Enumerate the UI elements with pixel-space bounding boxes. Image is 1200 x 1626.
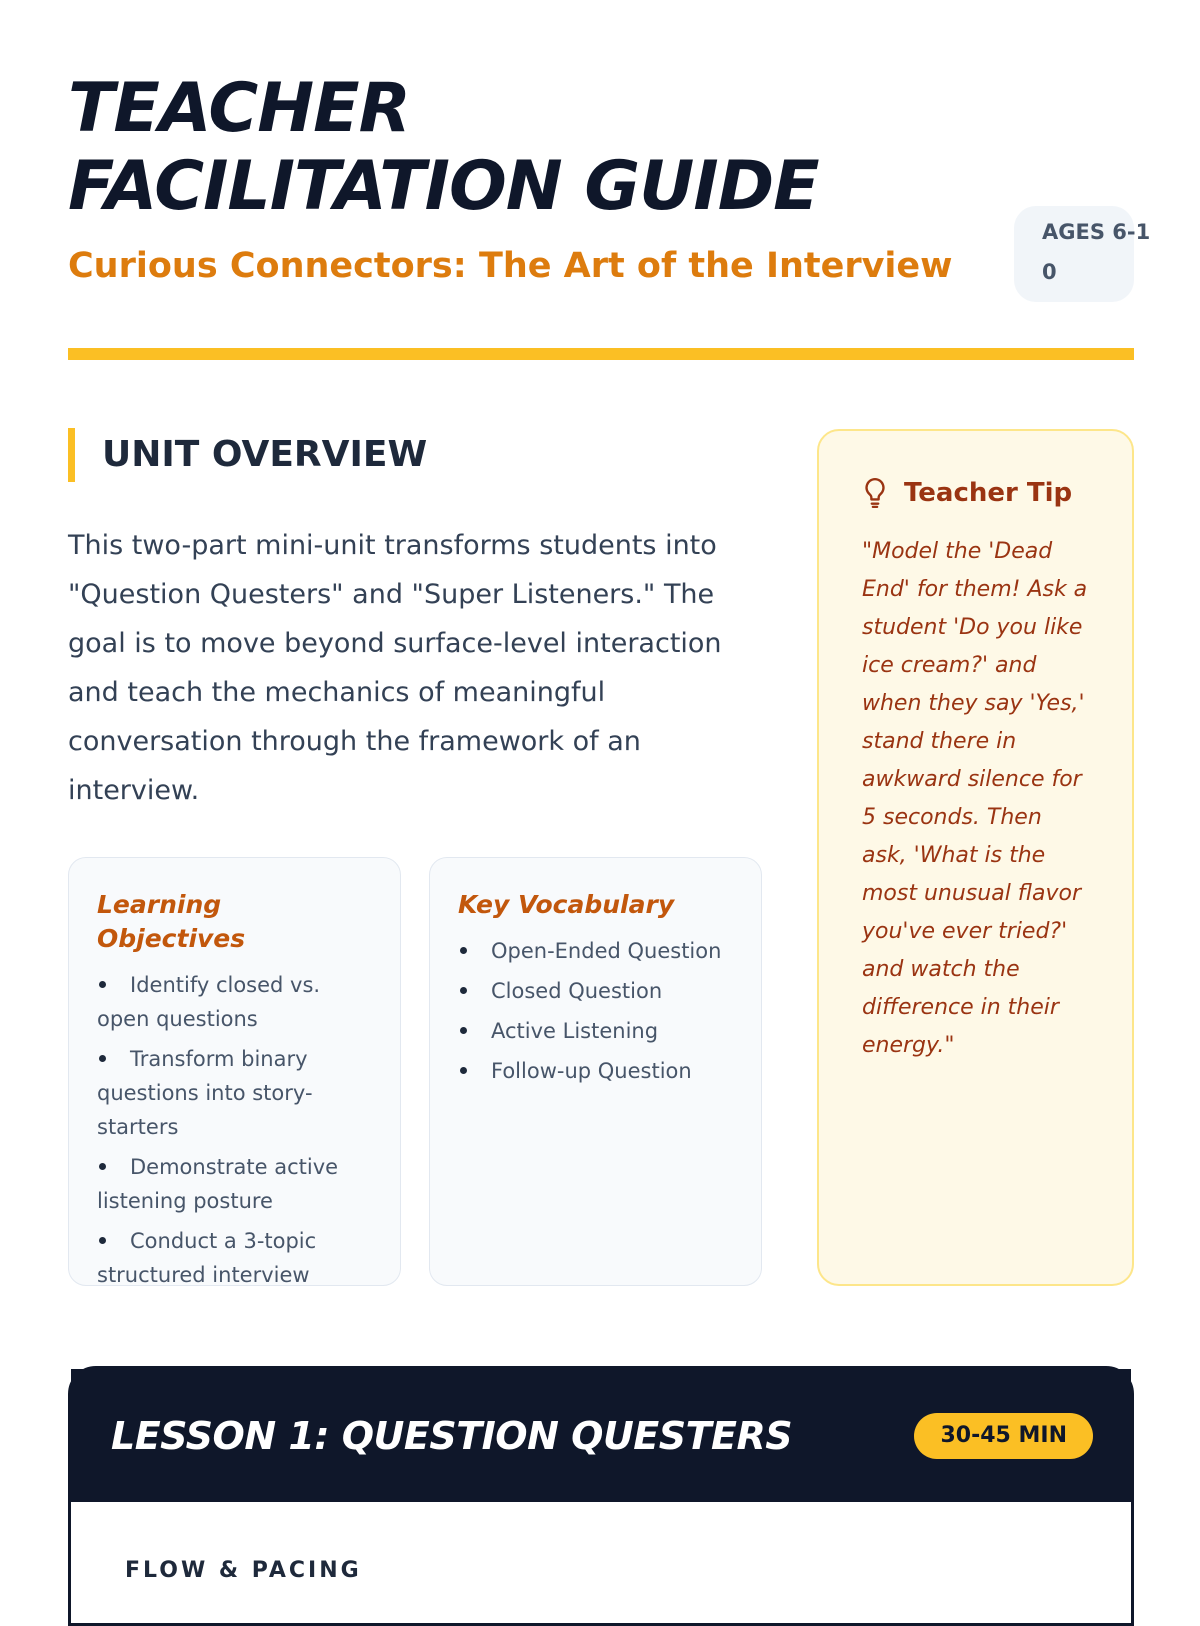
- bullet-icon: [460, 1027, 467, 1034]
- teacher-tip-title: Teacher Tip: [904, 478, 1073, 508]
- teacher-tip-card: [817, 429, 1134, 1286]
- teacher-tip-header: [862, 473, 1092, 513]
- title-line-2: FACILITATION GUIDE: [68, 147, 819, 226]
- bullet-icon: [99, 1055, 106, 1062]
- list-item: Follow-up Question: [458, 1054, 735, 1088]
- list-item: Active Listening: [458, 1014, 735, 1048]
- learning-objectives-card: [68, 857, 401, 1286]
- list-item: Demonstrate active listening posture: [97, 1155, 339, 1213]
- lesson-header-bar: [71, 1369, 1131, 1502]
- title-line-1: TEACHER: [68, 69, 410, 148]
- lightbulb-icon: [862, 477, 888, 509]
- key-vocabulary-heading: Key Vocabulary: [458, 890, 675, 919]
- bullet-icon: [99, 1163, 106, 1170]
- bullet-icon: [460, 947, 467, 954]
- list-item: Identify closed vs. open questions: [97, 973, 321, 1031]
- bullet-icon: [99, 1237, 106, 1244]
- list-item: Conduct a 3-topic structured interview: [97, 1229, 317, 1287]
- key-vocabulary-card: [429, 857, 762, 1286]
- list-item: Closed Question: [458, 974, 735, 1008]
- bullet-icon: [99, 981, 106, 988]
- unit-overview-heading: UNIT OVERVIEW: [68, 428, 427, 482]
- lesson-title: LESSON 1: QUESTION QUESTERS: [111, 1413, 793, 1458]
- age-badge: [1014, 206, 1151, 302]
- unit-overview-text: This two-part mini-unit transforms students into "Question Questers" and "Super Listeners." The goal is to move beyond surface-level interaction and teach the mechanics of meaningful conversation through the framework of an interview.: [68, 530, 722, 806]
- page-subtitle: Curious Connectors: The Art of the Interview: [68, 246, 953, 286]
- age-badge-label: AGES 6-10: [1042, 220, 1151, 284]
- lesson-1-panel: [68, 1366, 1134, 1626]
- lesson-duration-badge: 30-45 MIN: [914, 1413, 1093, 1459]
- teacher-tip-text: "Model the 'Dead End' for them! Ask a student 'Do you like ice cream?' and when they say 'Yes,' stand there in awkward silence for 5 seconds. Then ask, 'What is the most unusual flavor you've ever tried?' and watch the difference in their energy.": [862, 539, 1088, 1058]
- header-divider: [68, 348, 1134, 360]
- learning-objectives-heading: Learning Objectives: [97, 890, 246, 953]
- flow-pacing-label: FLOW & PACING: [125, 1558, 362, 1583]
- bullet-icon: [460, 1067, 467, 1074]
- list-item: Open-Ended Question: [458, 934, 735, 968]
- key-vocabulary-list: [458, 934, 735, 1088]
- learning-objectives-list: [97, 968, 374, 1292]
- bullet-icon: [460, 987, 467, 994]
- page-title: [68, 70, 1008, 226]
- list-item: Transform binary questions into story-starters: [97, 1047, 313, 1139]
